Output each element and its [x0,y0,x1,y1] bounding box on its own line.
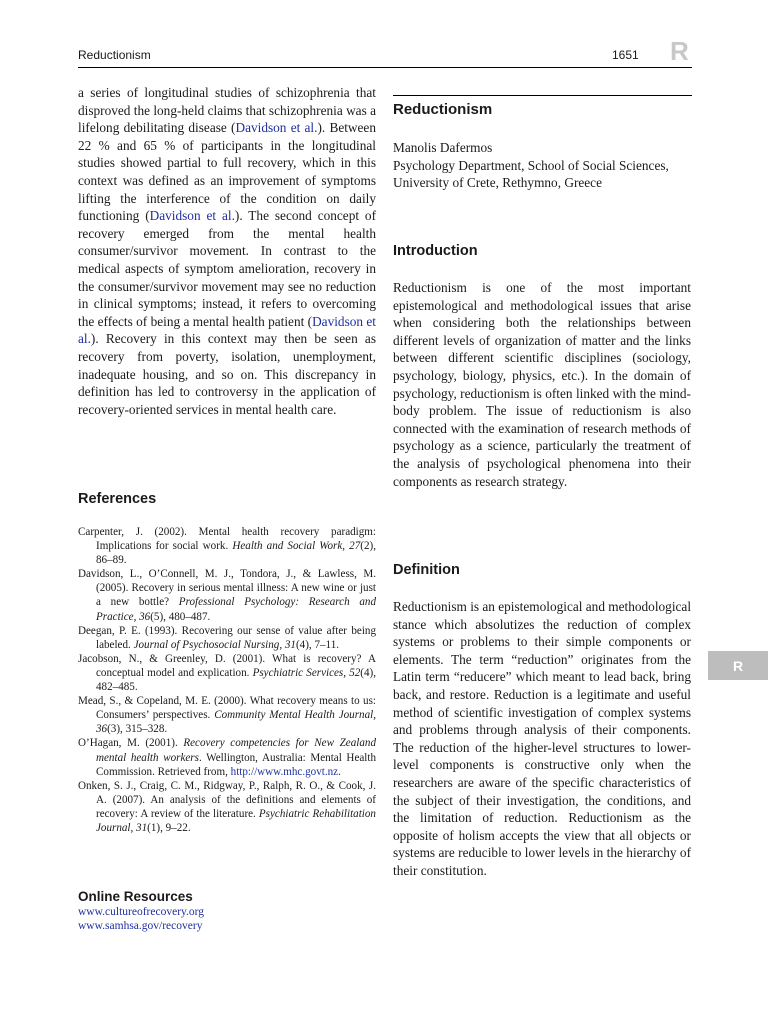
citation-link[interactable]: Davidson et al. [235,120,318,136]
citation-link[interactable]: Davidson et al. [78,313,376,347]
online-resources-heading: Online Resources [78,889,193,904]
reference-item: Davidson, L., O’Connell, M. J., Tondora, J., & Lawless, M. (2005). Recovery in serious mental illness: A new wine or just a new bottle? Professional Psychology: Research and Practice, 36(5), 480–487. [78,568,376,623]
paragraph-text: ). The second concept of recovery emerged from the mental health consumer/survivor movement. In contrast to the medical aspects of symptom amelioration, recovery in the consumer/survivor movement may see no reduction in clinical symptoms; instead, it refers to overcoming the effects of being a mental health patient ( [78,208,377,329]
header-divider [78,67,692,68]
author-block [393,139,693,192]
definition-paragraph: Reductionism is an epistemological and methodological stance which absolutizes the reduction of complex systems or problems to their simple components or elements. The term “reduction” originates from the Latin term “reducere” which meant to lead back, bring back, and restore. Reduction is a legitimate and useful method of scientific investigation of complex systems and problems through analysis of their components. The reduction of the higher-level structures to lower-level components is constructive only when the researchers are aware of the specific characteristics of the subject of their investigation, the conditions, and the limitation of reduction. Reductionism as the opposite of holism accepts the view that all objects or systems are reducible to lower levels in the hierarchy of their constitution. [393,599,692,878]
reference-item: O’Hagan, M. (2001). Recovery competencies for New Zealand mental health workers. Wellington, Australia: Mental Health Commission. Retrieved from, http://www.mhc.govt.nz. [78,737,377,778]
section-letter: R [670,36,689,66]
introduction-heading: Introduction [393,243,478,259]
reference-item: Jacobson, N., & Greenley, D. (2001). What is recovery? A conceptual model and explication. Psychiatric Services, 52(4), 482–485. [78,652,377,694]
online-resource-link[interactable]: www.cultureofrecovery.org [78,906,205,918]
reference-item: Mead, S., & Copeland, M. E. (2000). What recovery means to us: Consumers’ perspectives. Community Mental Health Journal, 36(3), 315–328. [78,695,376,736]
author-affiliation: Psychology Department, School of Social Sciences, University of Crete, Rethymno, Greece [393,157,669,191]
paragraph-text: ). Between 22 % and 65 % of participants in the longitudinal studies showed partial to full recovery, which in this context was defined as an improvement of symptoms lifting the interference of the condition on daily functioning ( [78,120,376,224]
article-divider [393,95,692,96]
paragraph-text: a series of longitudinal studies of schizophrenia that disproved the long-held claims that schizophrenia was a lifelong debilitating disease ( [78,85,376,136]
introduction-paragraph: Reductionism is one of the most important epistemological and methodological issues that arise when considering both the relationships between different levels of organization of matter and the links between different scientific disciplines (sociology, psychology, biology, physics, etc.). In the domain of psychology, reductionism is often linked with the mind-body problem. The issue of reductionism is also connected with the examination of research methods of psychology as a science, particularly the treatment of the analysis of psychological phenomena into their components as research strategy. [393,280,691,489]
definition-heading: Definition [393,562,460,578]
citation-link[interactable]: Davidson et al. [149,208,235,224]
article-title: Reductionism [393,101,493,118]
references-heading: References [78,491,157,507]
reference-item: Carpenter, J. (2002). Mental health recovery paradigm: Implications for social work. Health and Social Work, 27(2), 86–89. [78,526,376,567]
section-tab[interactable]: R [708,651,768,680]
online-resources-list [78,905,204,933]
page-number: 1651 [612,48,639,62]
paragraph-text: ). Recovery in this context may then be seen as recovery from poverty, isolation, unemployment, inadequate housing, and so on. This discrepancy in definition has led to controversy in the application of recovery-oriented services in mental health care. [78,331,376,417]
reference-item: Deegan, P. E. (1993). Recovering our sense of value after being labeled. Journal of Psychosocial Nursing, 31(4), 7–11. [78,624,376,651]
online-resource-link[interactable]: www.samhsa.gov/recovery [78,920,203,932]
reference-url-link[interactable]: http://www.mhc.govt.nz [230,765,339,778]
reference-item: Onken, S. J., Craig, C. M., Ridgway, P., Ralph, R. O., & Cook, J. A. (2007). An analysis of the definitions and elements of recovery: A review of the literature. Psychiatric Rehabilitation Journal, 31(1), 9–22. [78,779,376,834]
left-column [78,84,376,418]
author-name: Manolis Dafermos [393,140,493,155]
references-list [78,525,376,835]
recovery-paragraph [78,84,376,418]
running-title: Reductionism [78,48,151,62]
definition-section [393,598,691,880]
introduction-section [393,279,691,490]
